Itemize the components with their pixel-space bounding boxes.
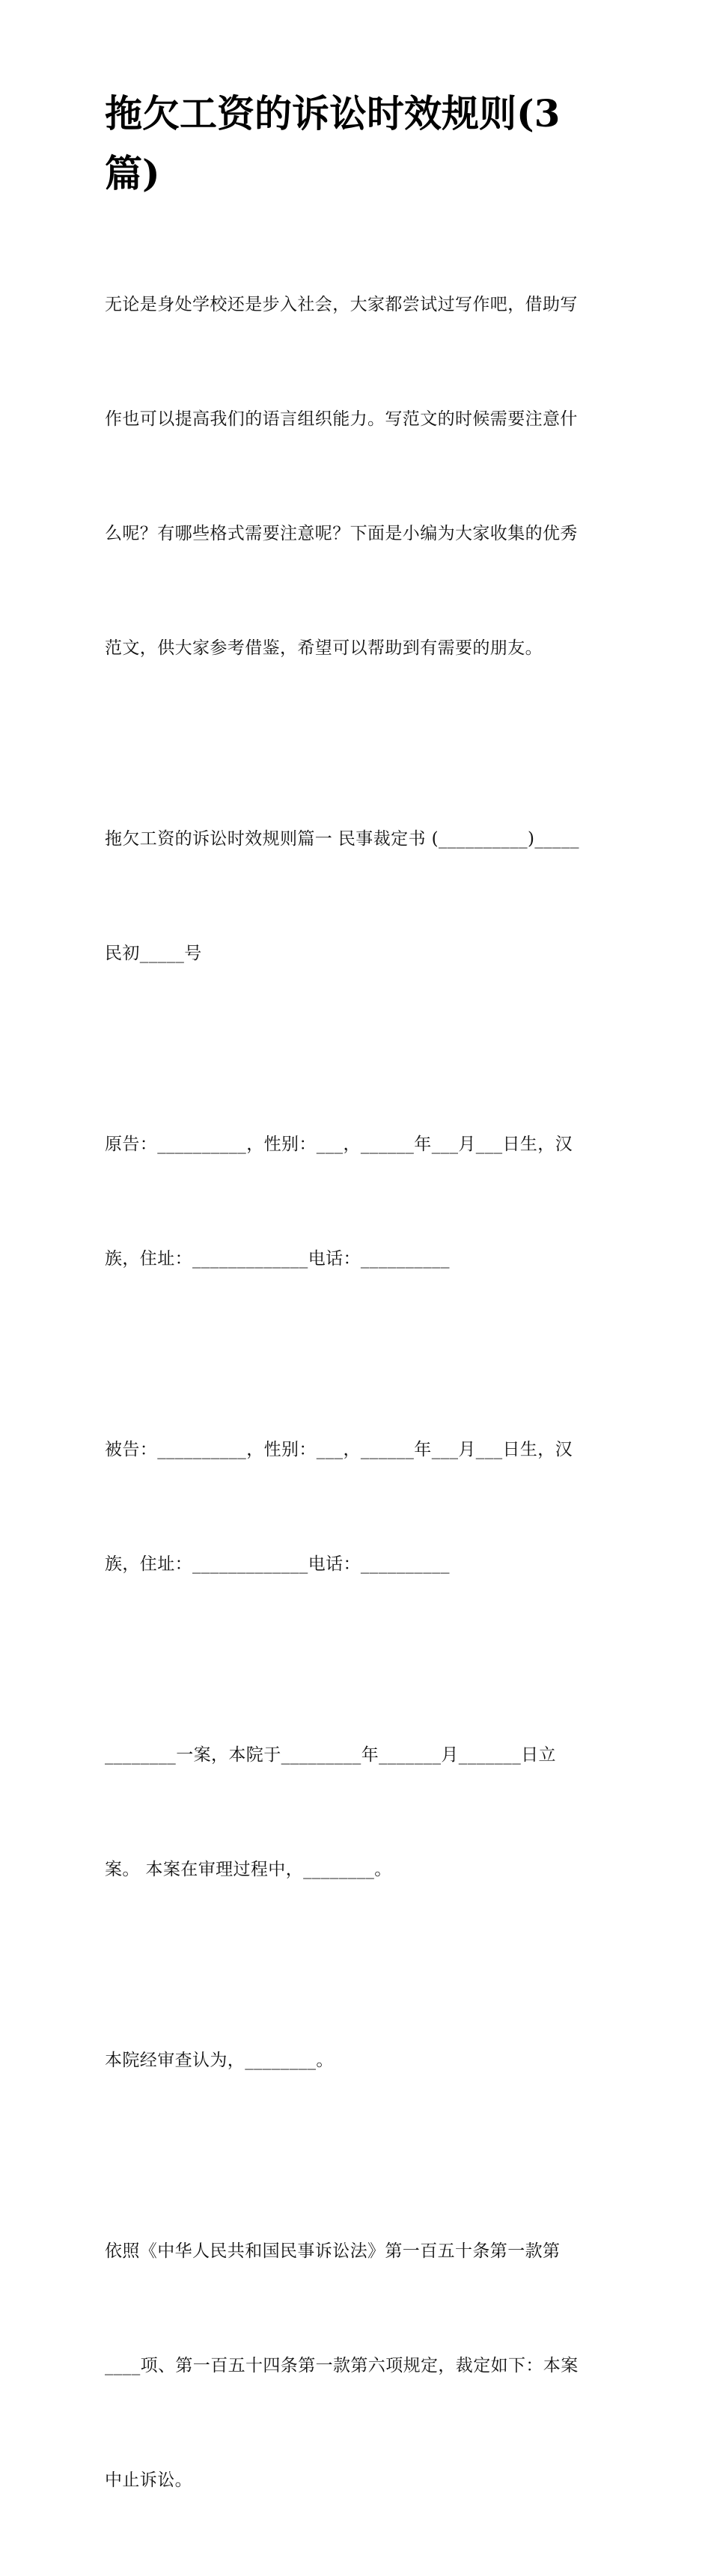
title-line: 篇): [105, 151, 160, 195]
ruling-paragraph: [105, 2156, 608, 2576]
document-title: [105, 84, 584, 204]
text-line: 范文，供大家参考借鉴，希望可以帮助到有需要的朋友。: [105, 638, 543, 658]
court-review-paragraph: [105, 1965, 608, 2156]
text-line: ____项、第一百五十四条第一款第六项规定，裁定如下：本案: [105, 2356, 579, 2375]
text-line: 中止诉讼。: [105, 2470, 192, 2490]
plaintiff-paragraph: [105, 1049, 608, 1355]
text-line: 无论是身处学校还是步入社会，大家都尝试过写作吧，借助写: [105, 295, 578, 314]
intro-paragraph: [105, 210, 608, 744]
text-line: 民初_____号: [105, 944, 202, 963]
section-heading-paragraph: [105, 744, 608, 1049]
text-line: 作也可以提高我们的语言组织能力。写范文的时候需要注意什: [105, 409, 578, 429]
text-line: 拖欠工资的诉讼时效规则篇一 民事裁定书 (__________)_____: [105, 829, 579, 849]
text-line: 原告：__________，性别：___，______年___月___日生，汉: [105, 1135, 573, 1154]
title-line: 拖欠工资的诉讼时效规则(3: [105, 91, 561, 135]
text-line: 本院经审查认为，________。: [105, 2051, 334, 2070]
text-line: 被告：__________，性别：___，______年___月___日生，汉: [105, 1440, 573, 1459]
text-line: ________一案，本院于_________年_______月_______日立: [105, 1745, 556, 1765]
defendant-paragraph: [105, 1355, 608, 1660]
text-line: 么呢？有哪些格式需要注意呢？下面是小编为大家收集的优秀: [105, 524, 578, 543]
document-body: [105, 210, 608, 2576]
case-filing-paragraph: [105, 1660, 608, 1965]
text-line: 族，住址：_____________电话：__________: [105, 1554, 450, 1574]
text-line: 族，住址：_____________电话：__________: [105, 1249, 450, 1269]
text-line: 依照《中华人民共和国民事诉讼法》第一百五十条第一款第: [105, 2241, 561, 2261]
text-line: 案。 本案在审理过程中，________。: [105, 1860, 392, 1879]
